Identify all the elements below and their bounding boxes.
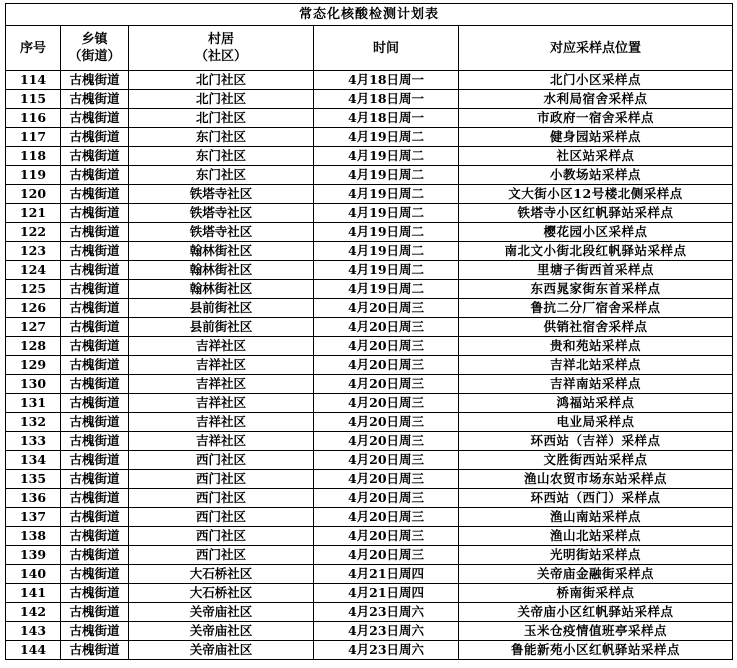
table-row bbox=[6, 223, 733, 242]
table-row bbox=[6, 299, 733, 318]
cell-site: 贵和苑站采样点 bbox=[459, 337, 733, 356]
cell-seq: 121 bbox=[6, 204, 61, 223]
cell-town: 古槐街道 bbox=[61, 337, 129, 356]
cell-time: 4月20日周三 bbox=[314, 413, 459, 432]
table-row bbox=[6, 109, 733, 128]
table-body bbox=[6, 71, 733, 660]
cell-village: 吉祥社区 bbox=[129, 337, 314, 356]
header-town bbox=[61, 26, 129, 71]
cell-site: 水利局宿舍采样点 bbox=[459, 90, 733, 109]
cell-town: 古槐街道 bbox=[61, 147, 129, 166]
header-village bbox=[129, 26, 314, 71]
cell-town: 古槐街道 bbox=[61, 622, 129, 641]
cell-site: 吉祥北站采样点 bbox=[459, 356, 733, 375]
cell-site: 玉米仓疫情值班亭采样点 bbox=[459, 622, 733, 641]
cell-time: 4月19日周二 bbox=[314, 280, 459, 299]
table-row bbox=[6, 470, 733, 489]
cell-town: 古槐街道 bbox=[61, 280, 129, 299]
cell-town: 古槐街道 bbox=[61, 90, 129, 109]
cell-town: 古槐街道 bbox=[61, 185, 129, 204]
cell-site: 南北文小街北段红帆驿站采样点 bbox=[459, 242, 733, 261]
cell-village: 西门社区 bbox=[129, 508, 314, 527]
table-row bbox=[6, 356, 733, 375]
cell-time: 4月20日周三 bbox=[314, 432, 459, 451]
cell-town: 古槐街道 bbox=[61, 432, 129, 451]
cell-seq: 120 bbox=[6, 185, 61, 204]
cell-site: 市政府一宿舍采样点 bbox=[459, 109, 733, 128]
cell-village: 吉祥社区 bbox=[129, 432, 314, 451]
cell-time: 4月19日周二 bbox=[314, 242, 459, 261]
cell-site: 环西站（吉祥）采样点 bbox=[459, 432, 733, 451]
cell-town: 古槐街道 bbox=[61, 318, 129, 337]
cell-seq: 139 bbox=[6, 546, 61, 565]
cell-seq: 126 bbox=[6, 299, 61, 318]
table-row bbox=[6, 280, 733, 299]
table-row bbox=[6, 527, 733, 546]
cell-seq: 136 bbox=[6, 489, 61, 508]
cell-village: 北门社区 bbox=[129, 90, 314, 109]
cell-seq: 128 bbox=[6, 337, 61, 356]
cell-town: 古槐街道 bbox=[61, 109, 129, 128]
cell-time: 4月20日周三 bbox=[314, 337, 459, 356]
cell-village: 西门社区 bbox=[129, 527, 314, 546]
cell-town: 古槐街道 bbox=[61, 565, 129, 584]
table-row bbox=[6, 622, 733, 641]
testing-schedule-table bbox=[5, 3, 733, 660]
cell-site: 北门小区采样点 bbox=[459, 71, 733, 90]
cell-site: 关帝庙金融街采样点 bbox=[459, 565, 733, 584]
cell-site: 渔山北站采样点 bbox=[459, 527, 733, 546]
cell-village: 铁塔寺社区 bbox=[129, 223, 314, 242]
cell-time: 4月18日周一 bbox=[314, 109, 459, 128]
header-village-line2: （社区） bbox=[194, 49, 247, 64]
cell-site: 东西晁家街东首采样点 bbox=[459, 280, 733, 299]
cell-town: 古槐街道 bbox=[61, 508, 129, 527]
title-row bbox=[6, 4, 733, 26]
cell-site: 文胜街西站采样点 bbox=[459, 451, 733, 470]
cell-site: 电业局采样点 bbox=[459, 413, 733, 432]
cell-town: 古槐街道 bbox=[61, 299, 129, 318]
cell-seq: 141 bbox=[6, 584, 61, 603]
cell-village: 县前街社区 bbox=[129, 318, 314, 337]
table-row bbox=[6, 451, 733, 470]
cell-site: 社区站采样点 bbox=[459, 147, 733, 166]
cell-village: 关帝庙社区 bbox=[129, 622, 314, 641]
cell-village: 大石桥社区 bbox=[129, 565, 314, 584]
cell-time: 4月18日周一 bbox=[314, 71, 459, 90]
cell-seq: 124 bbox=[6, 261, 61, 280]
cell-village: 吉祥社区 bbox=[129, 394, 314, 413]
table-row bbox=[6, 508, 733, 527]
cell-town: 古槐街道 bbox=[61, 603, 129, 622]
cell-village: 大石桥社区 bbox=[129, 584, 314, 603]
table-row bbox=[6, 375, 733, 394]
cell-village: 东门社区 bbox=[129, 128, 314, 147]
cell-village: 西门社区 bbox=[129, 489, 314, 508]
cell-town: 古槐街道 bbox=[61, 166, 129, 185]
cell-time: 4月19日周二 bbox=[314, 185, 459, 204]
header-town-line2: （街道） bbox=[68, 49, 121, 64]
cell-site: 鸿福站采样点 bbox=[459, 394, 733, 413]
cell-time: 4月20日周三 bbox=[314, 508, 459, 527]
cell-time: 4月20日周三 bbox=[314, 394, 459, 413]
cell-town: 古槐街道 bbox=[61, 413, 129, 432]
cell-village: 翰林街社区 bbox=[129, 280, 314, 299]
cell-village: 吉祥社区 bbox=[129, 356, 314, 375]
cell-site: 渔山南站采样点 bbox=[459, 508, 733, 527]
header-town-line1: 乡镇 bbox=[81, 32, 108, 47]
cell-village: 西门社区 bbox=[129, 546, 314, 565]
table-row bbox=[6, 565, 733, 584]
cell-seq: 131 bbox=[6, 394, 61, 413]
cell-village: 关帝庙社区 bbox=[129, 603, 314, 622]
table-row bbox=[6, 337, 733, 356]
cell-time: 4月20日周三 bbox=[314, 470, 459, 489]
cell-time: 4月20日周三 bbox=[314, 527, 459, 546]
cell-time: 4月20日周三 bbox=[314, 546, 459, 565]
table-row bbox=[6, 128, 733, 147]
cell-time: 4月19日周二 bbox=[314, 128, 459, 147]
cell-site: 鲁抗二分厂宿舍采样点 bbox=[459, 299, 733, 318]
cell-seq: 117 bbox=[6, 128, 61, 147]
cell-seq: 135 bbox=[6, 470, 61, 489]
cell-town: 古槐街道 bbox=[61, 128, 129, 147]
table-row bbox=[6, 261, 733, 280]
cell-time: 4月23日周六 bbox=[314, 622, 459, 641]
table-row bbox=[6, 584, 733, 603]
cell-town: 古槐街道 bbox=[61, 641, 129, 660]
cell-time: 4月20日周三 bbox=[314, 318, 459, 337]
cell-seq: 133 bbox=[6, 432, 61, 451]
cell-seq: 143 bbox=[6, 622, 61, 641]
cell-seq: 118 bbox=[6, 147, 61, 166]
cell-time: 4月19日周二 bbox=[314, 166, 459, 185]
cell-time: 4月20日周三 bbox=[314, 375, 459, 394]
cell-town: 古槐街道 bbox=[61, 394, 129, 413]
cell-site: 桥南街采样点 bbox=[459, 584, 733, 603]
cell-time: 4月20日周三 bbox=[314, 299, 459, 318]
cell-seq: 116 bbox=[6, 109, 61, 128]
cell-town: 古槐街道 bbox=[61, 204, 129, 223]
cell-time: 4月21日周四 bbox=[314, 565, 459, 584]
table-title: 常态化核酸检测计划表 bbox=[6, 4, 733, 26]
cell-site: 文大街小区12号楼北侧采样点 bbox=[459, 185, 733, 204]
cell-village: 关帝庙社区 bbox=[129, 641, 314, 660]
table-row bbox=[6, 185, 733, 204]
cell-site: 樱花园小区采样点 bbox=[459, 223, 733, 242]
cell-site: 关帝庙小区红帆驿站采样点 bbox=[459, 603, 733, 622]
cell-town: 古槐街道 bbox=[61, 489, 129, 508]
table-row bbox=[6, 242, 733, 261]
cell-site: 光明街站采样点 bbox=[459, 546, 733, 565]
cell-seq: 132 bbox=[6, 413, 61, 432]
cell-town: 古槐街道 bbox=[61, 261, 129, 280]
cell-village: 西门社区 bbox=[129, 451, 314, 470]
cell-time: 4月19日周二 bbox=[314, 223, 459, 242]
cell-site: 渔山农贸市场东站采样点 bbox=[459, 470, 733, 489]
cell-town: 古槐街道 bbox=[61, 527, 129, 546]
table-row bbox=[6, 166, 733, 185]
cell-time: 4月20日周三 bbox=[314, 356, 459, 375]
cell-site: 供销社宿舍采样点 bbox=[459, 318, 733, 337]
cell-village: 吉祥社区 bbox=[129, 375, 314, 394]
header-seq: 序号 bbox=[6, 26, 61, 71]
cell-village: 翰林街社区 bbox=[129, 242, 314, 261]
cell-seq: 119 bbox=[6, 166, 61, 185]
cell-site: 里塘子街西首采样点 bbox=[459, 261, 733, 280]
cell-seq: 134 bbox=[6, 451, 61, 470]
cell-seq: 114 bbox=[6, 71, 61, 90]
cell-time: 4月18日周一 bbox=[314, 90, 459, 109]
cell-village: 县前街社区 bbox=[129, 299, 314, 318]
cell-seq: 138 bbox=[6, 527, 61, 546]
cell-town: 古槐街道 bbox=[61, 546, 129, 565]
cell-village: 北门社区 bbox=[129, 109, 314, 128]
cell-time: 4月21日周四 bbox=[314, 584, 459, 603]
header-village-line1: 村居 bbox=[207, 32, 234, 47]
cell-town: 古槐街道 bbox=[61, 375, 129, 394]
cell-village: 北门社区 bbox=[129, 71, 314, 90]
table-row bbox=[6, 71, 733, 90]
table-row bbox=[6, 413, 733, 432]
header-row bbox=[6, 26, 733, 71]
cell-town: 古槐街道 bbox=[61, 356, 129, 375]
cell-town: 古槐街道 bbox=[61, 223, 129, 242]
schedule-document bbox=[5, 3, 732, 660]
cell-site: 鲁能新苑小区红帆驿站采样点 bbox=[459, 641, 733, 660]
cell-time: 4月19日周二 bbox=[314, 261, 459, 280]
cell-village: 东门社区 bbox=[129, 166, 314, 185]
cell-village: 东门社区 bbox=[129, 147, 314, 166]
cell-seq: 122 bbox=[6, 223, 61, 242]
cell-site: 环西站（西门）采样点 bbox=[459, 489, 733, 508]
cell-seq: 125 bbox=[6, 280, 61, 299]
cell-time: 4月23日周六 bbox=[314, 603, 459, 622]
cell-seq: 123 bbox=[6, 242, 61, 261]
table-row bbox=[6, 394, 733, 413]
cell-town: 古槐街道 bbox=[61, 71, 129, 90]
table-row bbox=[6, 489, 733, 508]
cell-site: 小教场站采样点 bbox=[459, 166, 733, 185]
cell-seq: 129 bbox=[6, 356, 61, 375]
header-time: 时间 bbox=[314, 26, 459, 71]
cell-village: 翰林街社区 bbox=[129, 261, 314, 280]
cell-village: 铁塔寺社区 bbox=[129, 185, 314, 204]
table-row bbox=[6, 204, 733, 223]
cell-time: 4月20日周三 bbox=[314, 451, 459, 470]
cell-time: 4月19日周二 bbox=[314, 204, 459, 223]
table-row bbox=[6, 90, 733, 109]
table-row bbox=[6, 432, 733, 451]
header-site: 对应采样点位置 bbox=[459, 26, 733, 71]
cell-time: 4月20日周三 bbox=[314, 489, 459, 508]
cell-seq: 144 bbox=[6, 641, 61, 660]
table-row bbox=[6, 603, 733, 622]
cell-time: 4月23日周六 bbox=[314, 641, 459, 660]
cell-seq: 127 bbox=[6, 318, 61, 337]
cell-site: 铁塔寺小区红帆驿站采样点 bbox=[459, 204, 733, 223]
cell-time: 4月19日周二 bbox=[314, 147, 459, 166]
cell-village: 铁塔寺社区 bbox=[129, 204, 314, 223]
cell-site: 健身园站采样点 bbox=[459, 128, 733, 147]
cell-seq: 130 bbox=[6, 375, 61, 394]
cell-seq: 137 bbox=[6, 508, 61, 527]
table-row bbox=[6, 147, 733, 166]
cell-town: 古槐街道 bbox=[61, 470, 129, 489]
table-row bbox=[6, 641, 733, 660]
cell-village: 西门社区 bbox=[129, 470, 314, 489]
cell-site: 吉祥南站采样点 bbox=[459, 375, 733, 394]
cell-town: 古槐街道 bbox=[61, 242, 129, 261]
cell-village: 吉祥社区 bbox=[129, 413, 314, 432]
cell-seq: 142 bbox=[6, 603, 61, 622]
table-row bbox=[6, 318, 733, 337]
cell-seq: 140 bbox=[6, 565, 61, 584]
cell-town: 古槐街道 bbox=[61, 584, 129, 603]
cell-seq: 115 bbox=[6, 90, 61, 109]
table-row bbox=[6, 546, 733, 565]
cell-town: 古槐街道 bbox=[61, 451, 129, 470]
